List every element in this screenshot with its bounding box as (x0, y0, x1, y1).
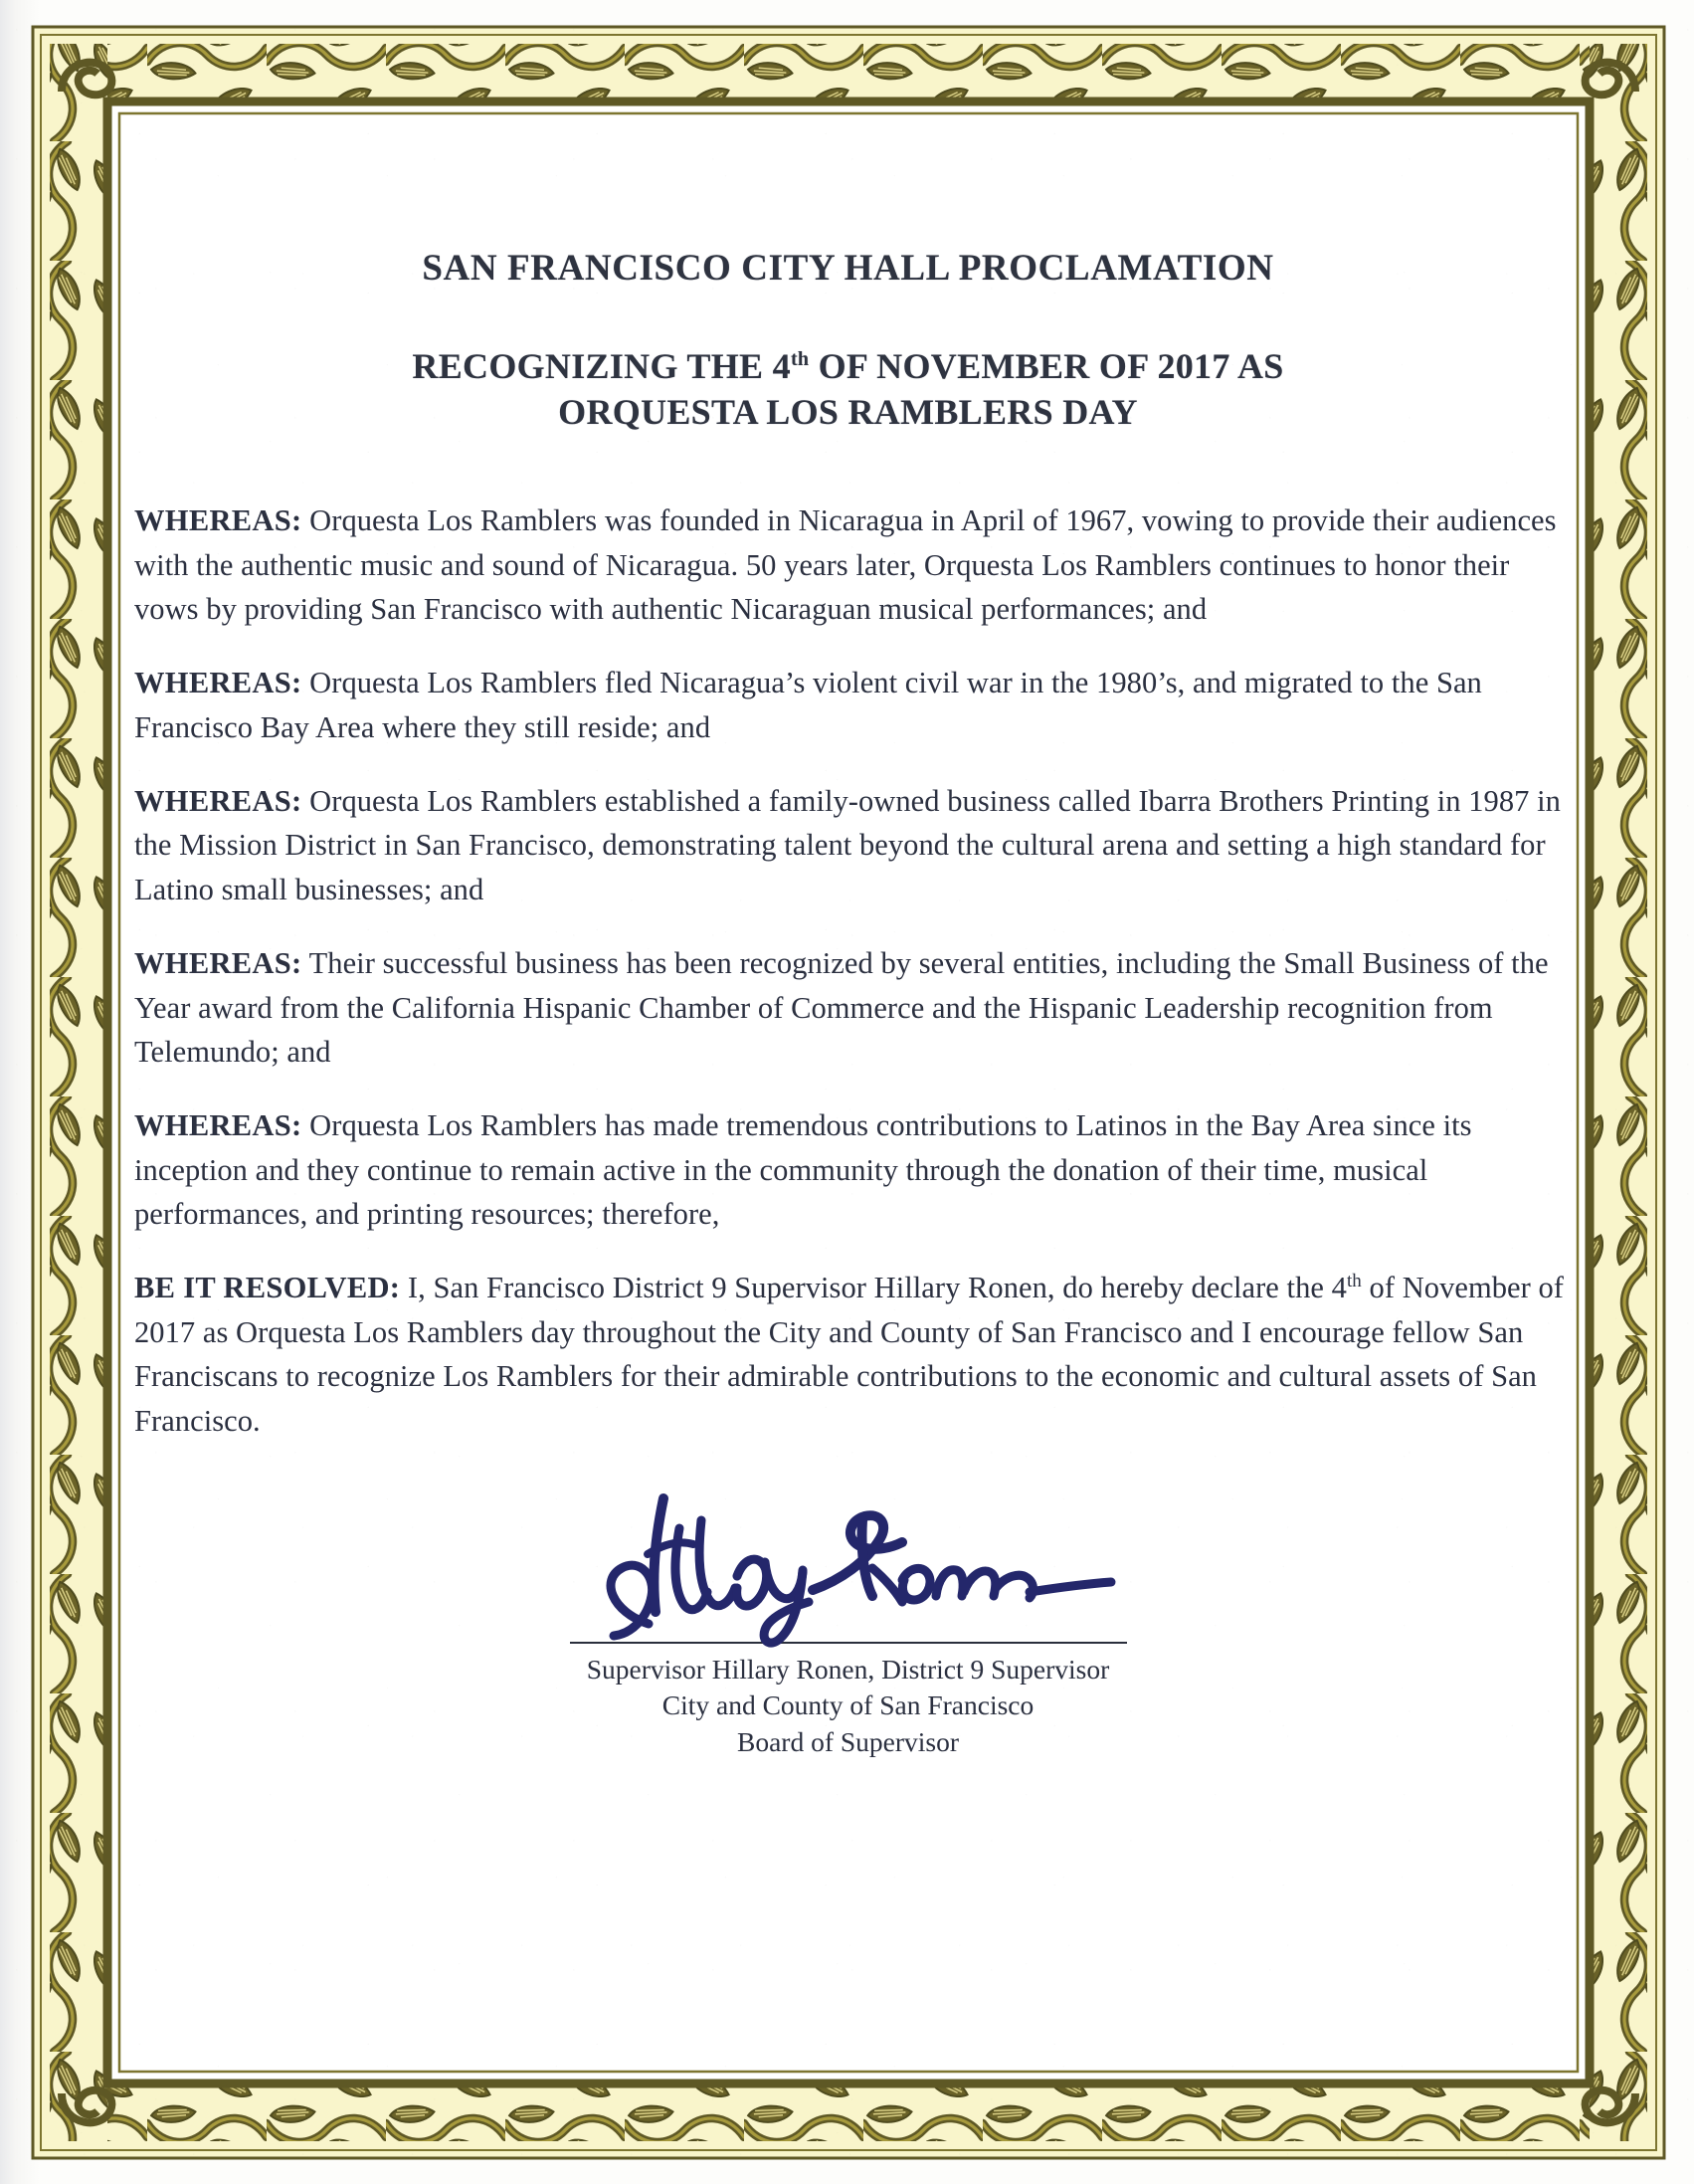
clauses-block (124, 498, 1572, 1443)
whereas-clause-2 (134, 661, 1564, 749)
resolution-lead: BE IT RESOLVED: (134, 1271, 401, 1305)
title-block (124, 247, 1572, 435)
subtitle-line-2: ORQUESTA LOS RAMBLERS DAY (558, 392, 1138, 433)
clause-text-5: Orquesta Los Ramblers has made tremendous contributions to Latinos in the Bay Area since its inception and they continue to remain active in the community through the donation of their time, musical performances, and printing resources; therefore, (134, 1108, 1472, 1232)
signature-block (124, 1492, 1572, 1761)
whereas-clause-4 (134, 941, 1564, 1074)
signature-caption (124, 1652, 1572, 1761)
signature-caption-line-2: City and County of San Francisco (661, 1689, 1035, 1721)
resolution-ordinal-suffix-th: th (1346, 1271, 1362, 1292)
subtitle-line-1-post: OF NOVEMBER OF 2017 AS (809, 346, 1284, 386)
signature-caption-line-1: Supervisor Hillary Ronen, District 9 Supervisor (586, 1653, 1110, 1685)
vine-band-bottom (50, 2084, 1647, 2141)
clause-text-2: Orquesta Los Ramblers fled Nicaragua’s violent civil war in the 1980’s, and migrated to the San Francisco Bay Area where they still reside; and (134, 666, 1482, 744)
clause-lead-4: WHEREAS: (134, 946, 302, 981)
be-it-resolved-clause (134, 1266, 1564, 1443)
proclamation-subtitle (124, 343, 1572, 435)
signature-holder (570, 1492, 1127, 1642)
vine-band-left (50, 44, 107, 2141)
clause-lead-5: WHEREAS: (134, 1108, 302, 1143)
signature-caption-line-3: Board of Supervisor (736, 1726, 960, 1758)
proclamation-content (124, 149, 1572, 2020)
clause-lead-3: WHEREAS: (134, 784, 302, 819)
page-title: SAN FRANCISCO CITY HALL PROCLAMATION (422, 248, 1274, 289)
clause-text-3: Orquesta Los Ramblers established a family-owned business called Ibarra Brothers Printing in 1987 in the Mission District in San Francisco, demonstrating talent beyond the cultural arena and setting a high standard for Latino small businesses; and (134, 784, 1561, 906)
clause-text-1: Orquesta Los Ramblers was founded in Nicaragua in April of 1967, vowing to provide their audiences with the authentic music and sound of Nicaragua. 50 years later, Orquesta Los Ramblers continues to honor their vows by providing San Francisco with authentic Nicaraguan musical performances; and (134, 503, 1557, 626)
subtitle-line-1-pre: RECOGNIZING THE 4 (412, 346, 791, 386)
clause-lead-1: WHEREAS: (134, 503, 302, 538)
whereas-clause-5 (134, 1103, 1564, 1236)
vine-band-right (1590, 44, 1647, 2141)
clause-text-4: Their successful business has been recognized by several entities, including the Small Business of the Year award from the California Hispanic Chamber of Commerce and the Hispanic Leadership recognition from Telemundo; and (134, 946, 1549, 1069)
handwritten-signature-icon (552, 1485, 1149, 1649)
whereas-clause-3 (134, 779, 1564, 911)
clause-lead-2: WHEREAS: (134, 666, 302, 700)
resolution-text-part-2: of November of 2017 as Orquesta Los Ramblers day throughout the City and County of San Francisco and I encourage fellow San Franciscans to recognize Los Ramblers for their admirable contributions to the economic and cultural assets of San Francisco. (134, 1271, 1565, 1438)
vine-band-top (50, 44, 1647, 101)
resolution-text-part-1: I, San Francisco District 9 Supervisor Hillary Ronen, do hereby declare the 4 (400, 1271, 1347, 1305)
ordinal-suffix-th: th (790, 348, 810, 370)
whereas-clause-1 (134, 498, 1564, 631)
